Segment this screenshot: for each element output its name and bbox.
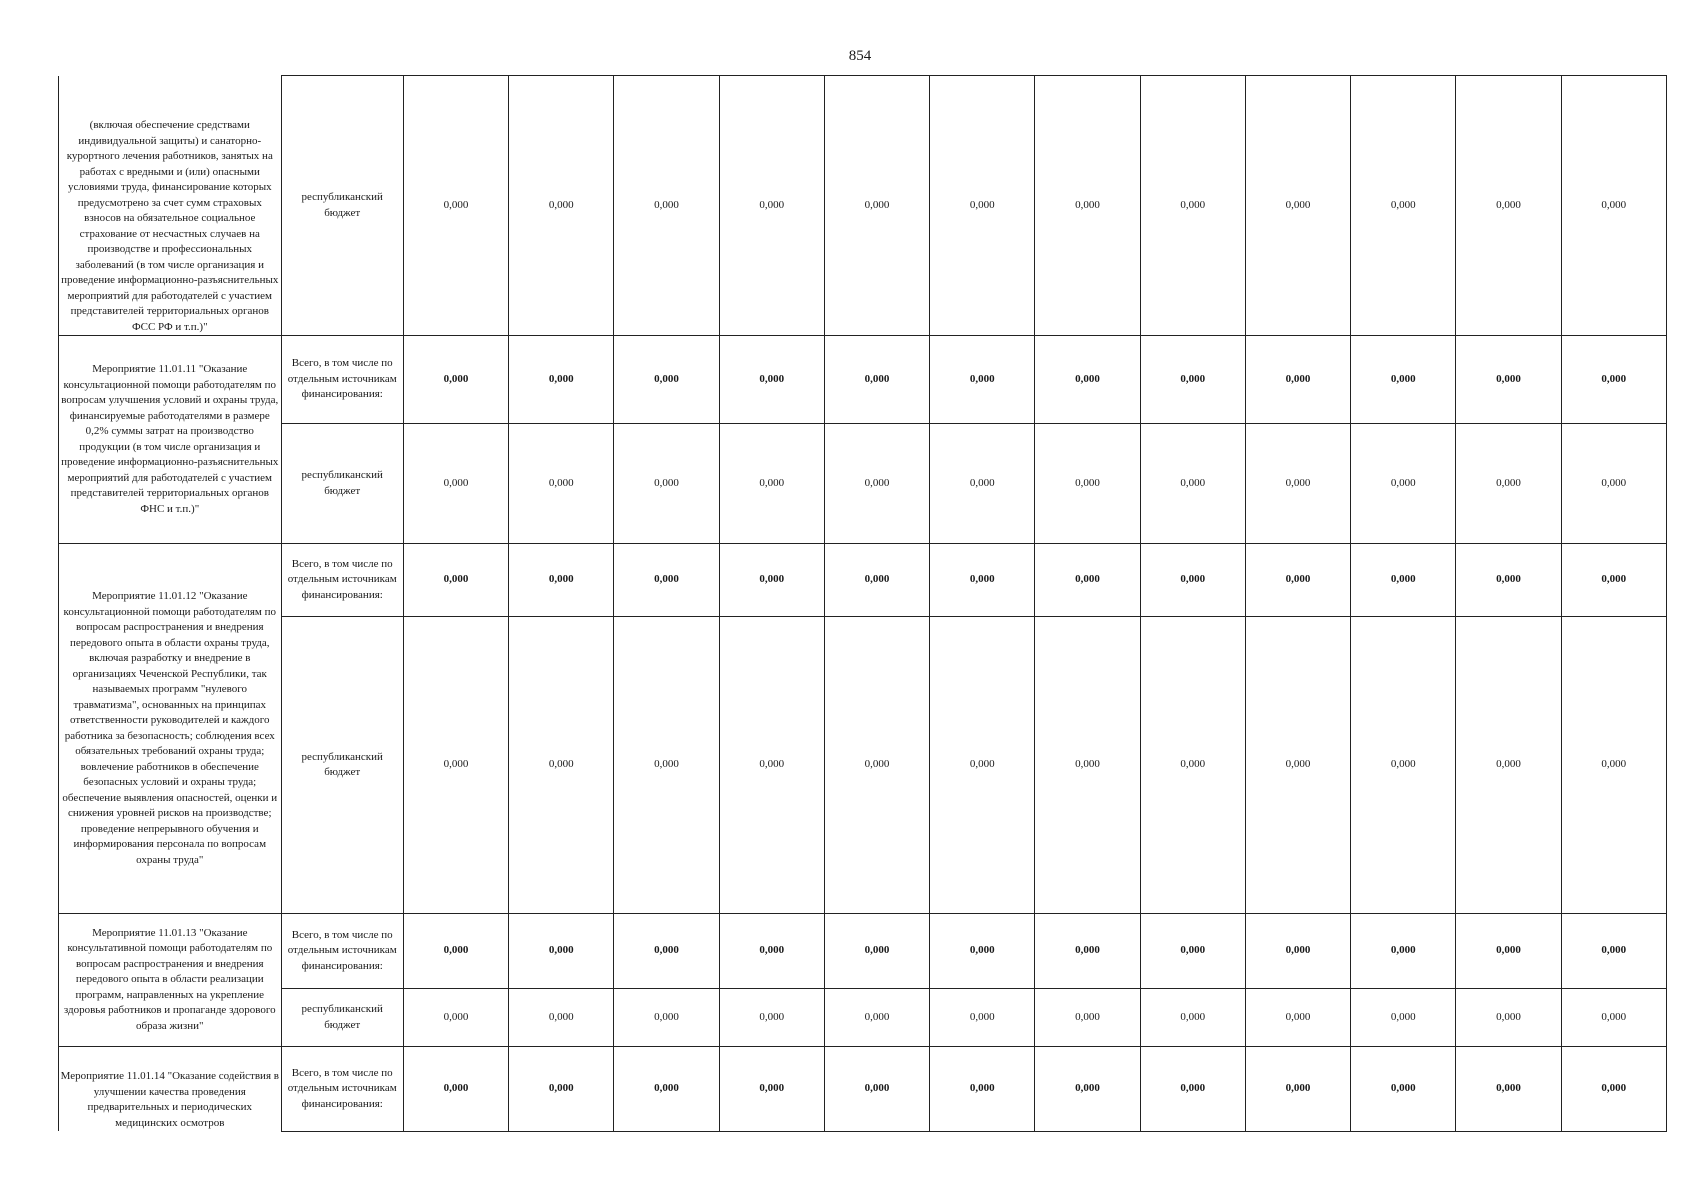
source-republic-label: республиканский бюджет [281, 617, 403, 914]
value-cell: 0,000 [1456, 914, 1561, 989]
value-cell: 0,000 [1351, 76, 1456, 336]
value-cell: 0,000 [719, 914, 824, 989]
value-cell: 0,000 [1140, 989, 1245, 1047]
value-cell: 0,000 [1456, 544, 1561, 617]
value-cell: 0,000 [930, 989, 1035, 1047]
value-cell: 0,000 [1140, 1047, 1245, 1132]
value-cell: 0,000 [614, 617, 719, 914]
event-description: Мероприятие 11.01.14 "Оказание содействия в улучшении качества проведения предварительных и периодических медицинских осмотров [59, 1047, 282, 1132]
value-cell: 0,000 [1351, 1047, 1456, 1132]
value-cell: 0,000 [1245, 424, 1350, 544]
table-row [59, 424, 1667, 544]
event-description: Мероприятие 11.01.12 "Оказание консультационной помощи работодателям по вопросам распространения и внедрения передового опыта в области охраны труда, включая разработку и внедрение в организациях Чеченской Республики, так называемых программ "нулевого травматизма", основанных на принципах ответственности руководителей и каждого работника за безопасность; соблюдения всех обязательных требований охраны труда; вовлечение работников в обеспечение безопасных условий и охраны труда; обеспечение выявления опасностей, оценки и снижения уровней рисков на производстве; проведение непрерывного обучения и информирования персонала по вопросам охраны труда" [59, 544, 282, 914]
value-cell: 0,000 [1035, 336, 1140, 424]
table-row [59, 76, 1667, 336]
value-cell: 0,000 [1561, 617, 1666, 914]
value-cell: 0,000 [719, 544, 824, 617]
value-cell: 0,000 [824, 336, 929, 424]
source-republic-label: республиканский бюджет [281, 424, 403, 544]
value-cell: 0,000 [719, 1047, 824, 1132]
value-cell: 0,000 [1245, 914, 1350, 989]
value-cell: 0,000 [1456, 1047, 1561, 1132]
event-description: Мероприятие 11.01.13 "Оказание консультативной помощи работодателям по вопросам распространения и внедрения передового опыта в области реализации программ, направленных на укрепление здоровья работников и пропаганде здорового образа жизни" [59, 914, 282, 1047]
value-cell: 0,000 [614, 336, 719, 424]
value-cell: 0,000 [1245, 989, 1350, 1047]
value-cell: 0,000 [403, 336, 508, 424]
source-total-label: Всего, в том числе по отдельным источникам финансирования: [281, 914, 403, 989]
table-row [59, 617, 1667, 914]
value-cell: 0,000 [1456, 336, 1561, 424]
value-cell: 0,000 [719, 76, 824, 336]
value-cell: 0,000 [719, 336, 824, 424]
table-row [59, 544, 1667, 617]
value-cell: 0,000 [930, 424, 1035, 544]
value-cell: 0,000 [614, 914, 719, 989]
source-total-label: Всего, в том числе по отдельным источникам финансирования: [281, 336, 403, 424]
value-cell: 0,000 [1140, 336, 1245, 424]
value-cell: 0,000 [824, 1047, 929, 1132]
value-cell: 0,000 [1351, 914, 1456, 989]
event-description: (включая обеспечение средствами индивидуальной защиты) и санаторно-курортного лечения работников, занятых на работах с вредными и (или) опасными условиями труда, финансирование которых предусмотрено за счет сумм страховых взносов на обязательное социальное страхование от несчастных случаев на производстве и профессиональных заболеваний (в том числе организация и проведение информационно-разъяснительных мероприятий для работодателей с участием представителей территориальных органов ФСС РФ и т.п.)" [59, 76, 282, 336]
value-cell: 0,000 [509, 617, 614, 914]
source-total-label: Всего, в том числе по отдельным источникам финансирования: [281, 1047, 403, 1132]
value-cell: 0,000 [930, 617, 1035, 914]
value-cell: 0,000 [824, 76, 929, 336]
value-cell: 0,000 [824, 424, 929, 544]
value-cell: 0,000 [509, 424, 614, 544]
value-cell: 0,000 [824, 989, 929, 1047]
value-cell: 0,000 [403, 544, 508, 617]
value-cell: 0,000 [1561, 424, 1666, 544]
value-cell: 0,000 [509, 336, 614, 424]
value-cell: 0,000 [1035, 424, 1140, 544]
value-cell: 0,000 [930, 336, 1035, 424]
value-cell: 0,000 [1456, 989, 1561, 1047]
value-cell: 0,000 [614, 424, 719, 544]
value-cell: 0,000 [403, 914, 508, 989]
value-cell: 0,000 [1245, 1047, 1350, 1132]
value-cell: 0,000 [1035, 1047, 1140, 1132]
value-cell: 0,000 [1140, 424, 1245, 544]
value-cell: 0,000 [403, 424, 508, 544]
value-cell: 0,000 [509, 1047, 614, 1132]
value-cell: 0,000 [719, 617, 824, 914]
value-cell: 0,000 [719, 989, 824, 1047]
table-row [59, 336, 1667, 424]
value-cell: 0,000 [403, 617, 508, 914]
value-cell: 0,000 [403, 76, 508, 336]
value-cell: 0,000 [509, 544, 614, 617]
value-cell: 0,000 [824, 617, 929, 914]
value-cell: 0,000 [1561, 989, 1666, 1047]
value-cell: 0,000 [1035, 617, 1140, 914]
value-cell: 0,000 [1456, 617, 1561, 914]
value-cell: 0,000 [930, 914, 1035, 989]
value-cell: 0,000 [1561, 336, 1666, 424]
value-cell: 0,000 [930, 1047, 1035, 1132]
value-cell: 0,000 [824, 914, 929, 989]
value-cell: 0,000 [930, 76, 1035, 336]
value-cell: 0,000 [1561, 914, 1666, 989]
value-cell: 0,000 [1351, 989, 1456, 1047]
value-cell: 0,000 [1351, 424, 1456, 544]
value-cell: 0,000 [1035, 989, 1140, 1047]
value-cell: 0,000 [1035, 544, 1140, 617]
value-cell: 0,000 [403, 989, 508, 1047]
value-cell: 0,000 [1140, 617, 1245, 914]
value-cell: 0,000 [1245, 617, 1350, 914]
value-cell: 0,000 [930, 544, 1035, 617]
value-cell: 0,000 [1140, 544, 1245, 617]
value-cell: 0,000 [1140, 914, 1245, 989]
source-republic-label: республиканский бюджет [281, 989, 403, 1047]
value-cell: 0,000 [614, 544, 719, 617]
value-cell: 0,000 [1035, 76, 1140, 336]
value-cell: 0,000 [1035, 914, 1140, 989]
budget-table [58, 75, 1667, 1132]
value-cell: 0,000 [1561, 544, 1666, 617]
value-cell: 0,000 [509, 76, 614, 336]
value-cell: 0,000 [1561, 1047, 1666, 1132]
table-row [59, 1047, 1667, 1132]
value-cell: 0,000 [1245, 76, 1350, 336]
value-cell: 0,000 [719, 424, 824, 544]
page-number: 854 [848, 48, 872, 64]
value-cell: 0,000 [403, 1047, 508, 1132]
value-cell: 0,000 [1351, 617, 1456, 914]
value-cell: 0,000 [1561, 76, 1666, 336]
value-cell: 0,000 [509, 914, 614, 989]
value-cell: 0,000 [1245, 336, 1350, 424]
value-cell: 0,000 [1351, 544, 1456, 617]
value-cell: 0,000 [1456, 424, 1561, 544]
table-row [59, 914, 1667, 989]
event-description: Мероприятие 11.01.11 "Оказание консультационной помощи работодателям по вопросам улучшения условий и охраны труда, финансируемые работодателями в размере 0,2% суммы затрат на производство продукции (в том числе организация и проведение информационно-разъяснительных мероприятий для работодателей с участием представителей территориальных органов ФНС и т.п.)" [59, 336, 282, 544]
source-total-label: Всего, в том числе по отдельным источникам финансирования: [281, 544, 403, 617]
table-row [59, 989, 1667, 1047]
value-cell: 0,000 [1351, 336, 1456, 424]
value-cell: 0,000 [1456, 76, 1561, 336]
value-cell: 0,000 [1140, 76, 1245, 336]
value-cell: 0,000 [614, 1047, 719, 1132]
value-cell: 0,000 [824, 544, 929, 617]
source-republic-label: республиканский бюджет [281, 76, 403, 336]
value-cell: 0,000 [509, 989, 614, 1047]
value-cell: 0,000 [614, 76, 719, 336]
value-cell: 0,000 [614, 989, 719, 1047]
value-cell: 0,000 [1245, 544, 1350, 617]
